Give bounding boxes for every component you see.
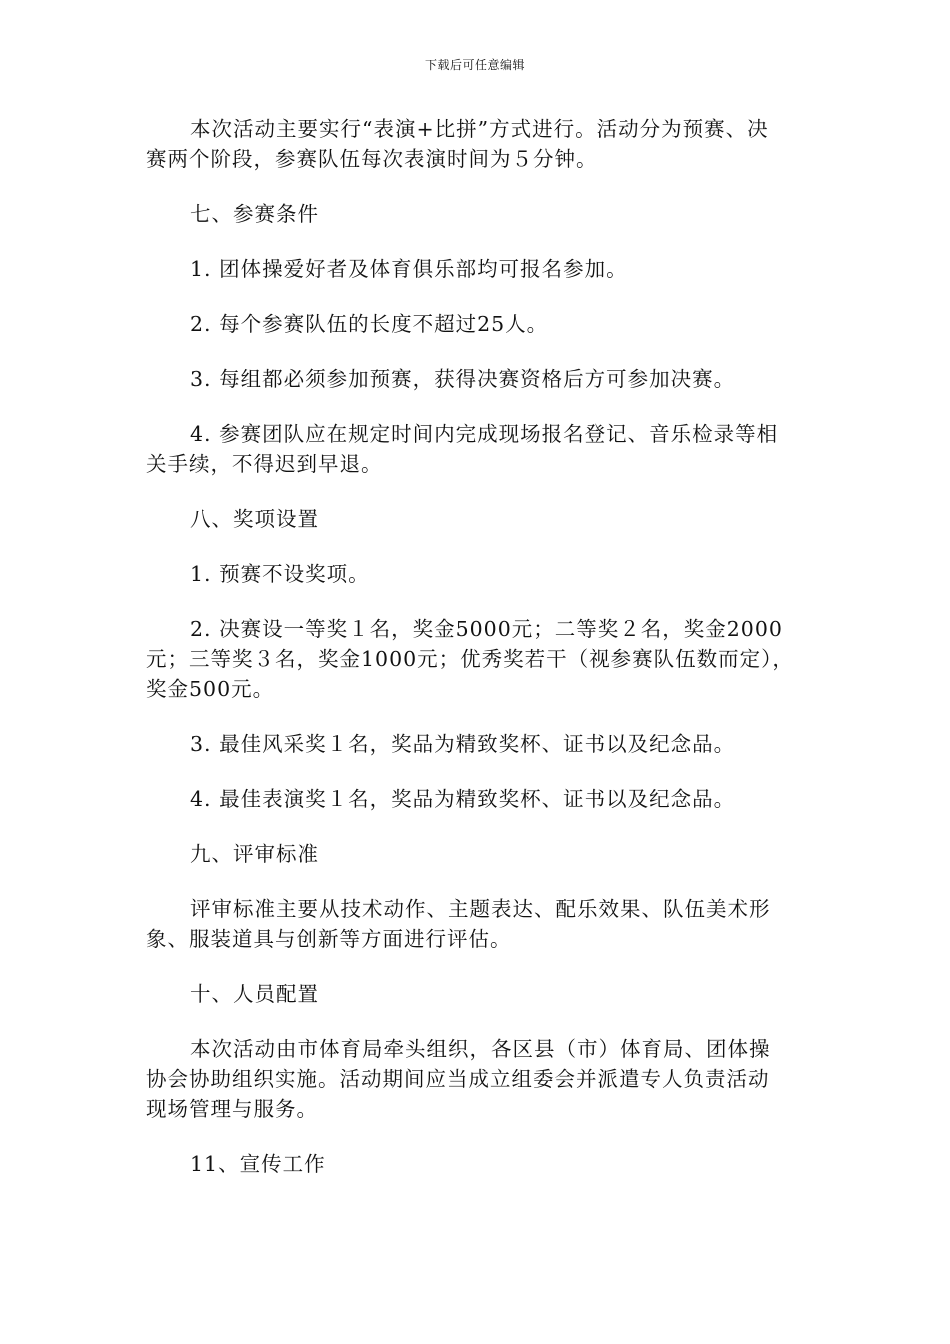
text-line: 4. 最佳表演奖１名，奖品为精致奖杯、证书以及纪念品。: [190, 787, 736, 811]
text-line: 奖金500元。: [146, 677, 275, 701]
paragraph-activity-format: [146, 114, 806, 174]
text-line: 现场管理与服务。: [146, 1097, 318, 1121]
list-item-7-3: [146, 364, 806, 394]
text-line: 本次活动主要实行“表演+比拼”方式进行。活动分为预赛、决: [190, 117, 769, 141]
text-line: 象、服装道具与创新等方面进行评估。: [146, 927, 512, 951]
section-heading-10: [146, 979, 806, 1009]
text-line: 2. 决赛设一等奖１名，奖金5000元；二等奖２名，奖金2000: [190, 617, 783, 641]
list-item-8-3: [146, 729, 806, 759]
heading-text: 七、参赛条件: [190, 202, 319, 226]
text-line: 2. 每个参赛队伍的长度不超过25人。: [190, 312, 549, 336]
text-line: 协会协助组织实施。活动期间应当成立组委会并派遣专人负责活动: [146, 1067, 770, 1091]
paragraph-staffing: [146, 1034, 806, 1124]
text-line: 1. 团体操爱好者及体育俱乐部均可报名参加。: [190, 257, 628, 281]
text-line: 本次活动由市体育局牵头组织，各区县（市）体育局、团体操: [190, 1037, 771, 1061]
text-line: 赛两个阶段，参赛队伍每次表演时间为５分钟。: [146, 147, 598, 171]
list-item-7-1: [146, 254, 806, 284]
list-item-8-1: [146, 559, 806, 589]
paragraph-criteria: [146, 894, 806, 954]
text-line: 3. 最佳风采奖１名，奖品为精致奖杯、证书以及纪念品。: [190, 732, 736, 756]
text-line: 3. 每组都必须参加预赛，获得决赛资格后方可参加决赛。: [190, 367, 736, 391]
text-line: 1. 预赛不设奖项。: [190, 562, 370, 586]
list-item-8-4: [146, 784, 806, 814]
section-heading-9: [146, 839, 806, 869]
text-line: 关手续，不得迟到早退。: [146, 452, 383, 476]
text-line: 元；三等奖３名，奖金1000元；优秀奖若干（视参赛队伍数而定），: [146, 647, 794, 671]
document-body: [146, 114, 806, 1204]
section-heading-11: [146, 1149, 806, 1179]
section-heading-7: [146, 199, 806, 229]
page-header-note: 下载后可任意编辑: [424, 58, 525, 72]
text-line: 4. 参赛团队应在规定时间内完成现场报名登记、音乐检录等相: [190, 422, 779, 446]
section-heading-8: [146, 504, 806, 534]
heading-text: 11、宣传工作: [190, 1152, 326, 1176]
heading-text: 九、评审标准: [190, 842, 319, 866]
text-line: 评审标准主要从技术动作、主题表达、配乐效果、队伍美术形: [190, 897, 771, 921]
list-item-8-2: [146, 614, 806, 704]
list-item-7-4: [146, 419, 806, 479]
list-item-7-2: [146, 309, 806, 339]
heading-text: 十、人员配置: [190, 982, 319, 1006]
heading-text: 八、奖项设置: [190, 507, 319, 531]
